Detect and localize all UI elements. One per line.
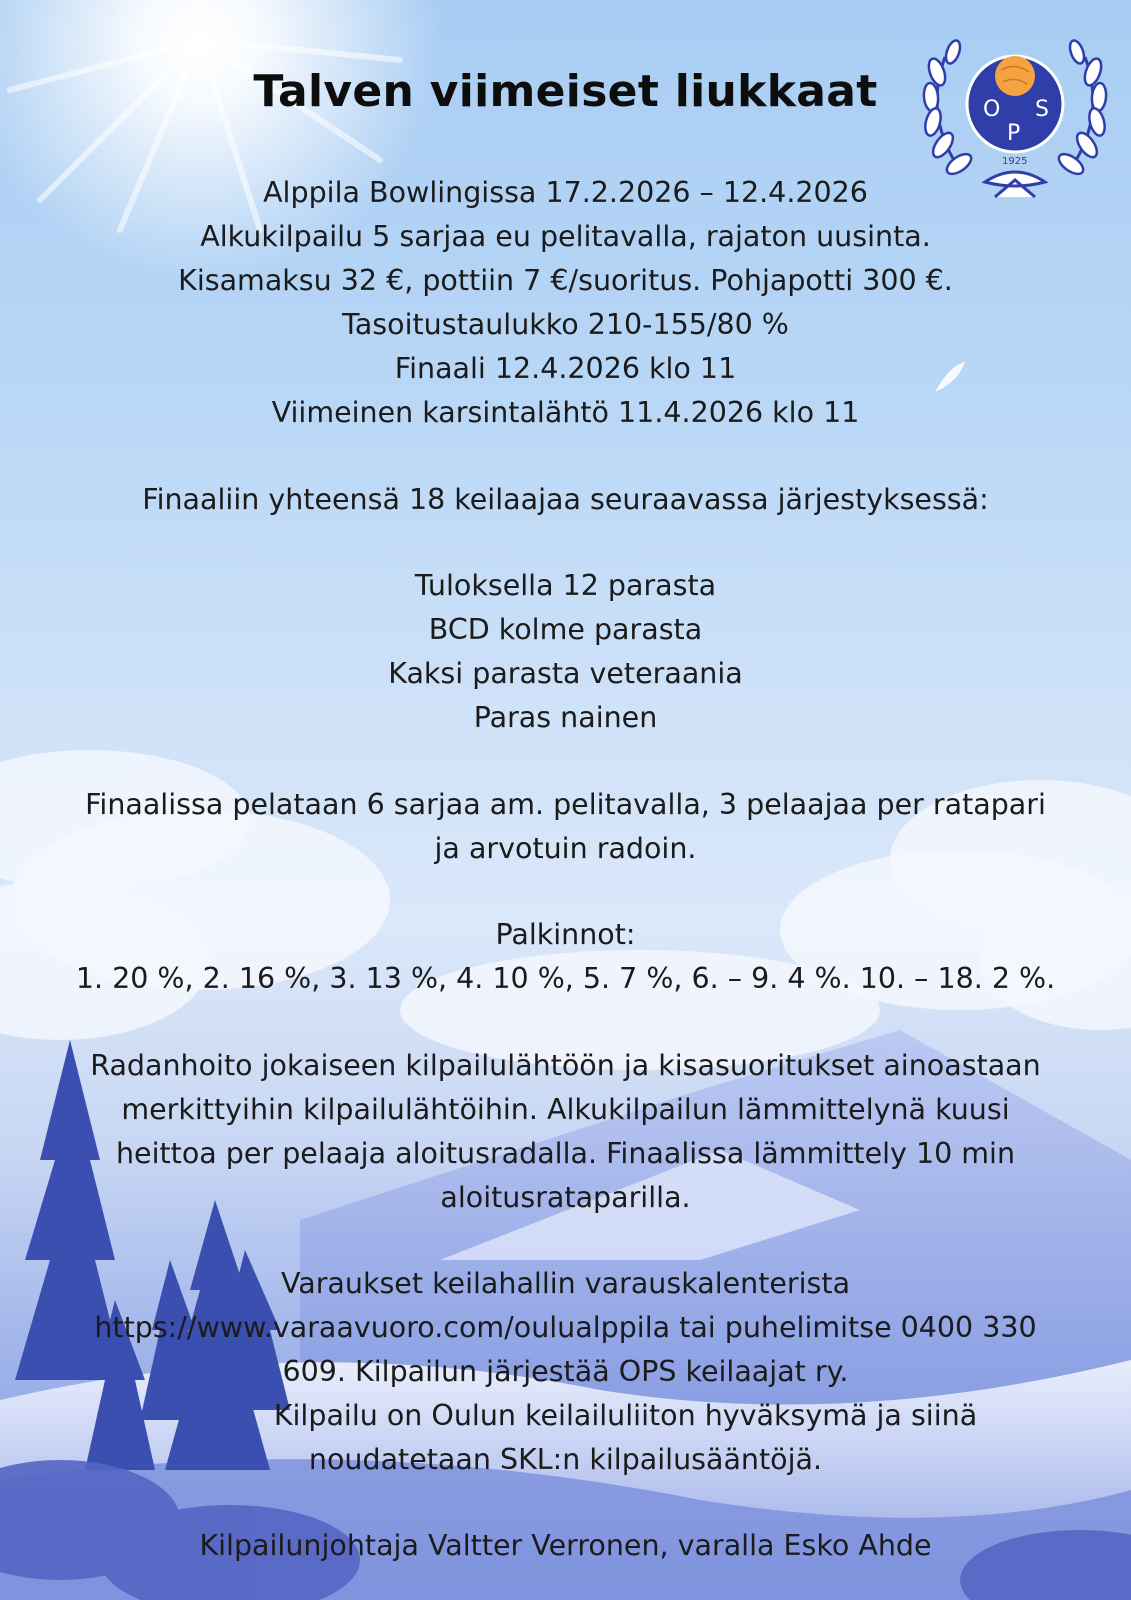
final-format-line: ja arvotuin radoin.	[434, 832, 697, 865]
final-format-line: Finaalissa pelataan 6 sarjaa am. pelitavalla, 3 pelaajaa per ratapari	[85, 788, 1046, 821]
finalists-intro: Finaaliin yhteensä 18 keilaajaa seuraavassa järjestyksessä:	[142, 483, 989, 516]
finalist-criterion: Tuloksella 12 parasta	[414, 569, 717, 602]
svg-text:O: O	[983, 97, 1001, 122]
booking-line: Kilpailu on Oulun keilailuliiton hyväksymä ja siinä	[273, 1399, 978, 1432]
booking-link[interactable]: https://www.varaavuoro.com/oulualppila tai puhelimitse 0400 330	[94, 1311, 1037, 1344]
prizes-heading: Palkinnot:	[495, 918, 636, 951]
poster-title: Talven viimeiset liukkaat	[253, 66, 878, 117]
detail-line: Tasoitustaulukko 210-155/80 %	[342, 308, 789, 341]
detail-line: Finaali 12.4.2026 klo 11	[394, 352, 737, 385]
detail-line: Kisamaksu 32 €, pottiin 7 €/suoritus. Pohjapotti 300 €.	[178, 264, 953, 297]
competition-director: Kilpailunjohtaja Valtter Verronen, varalla Esko Ahde	[199, 1529, 932, 1562]
finalist-criterion: BCD kolme parasta	[428, 613, 703, 646]
booking-line: 609. Kilpailun järjestää OPS keilaajat ry.	[282, 1355, 849, 1388]
lane-care-line: Radanhoito jokaiseen kilpailulähtöön ja kisasuoritukset ainoastaan	[90, 1049, 1041, 1082]
svg-text:1925: 1925	[1002, 156, 1028, 167]
detail-line: Viimeinen karsintalähtö 11.4.2026 klo 11	[271, 396, 860, 429]
finalist-criterion: Kaksi parasta veteraania	[388, 657, 743, 690]
prizes-text: 1. 20 %, 2. 16 %, 3. 13 %, 4. 10 %, 5. 7 %, 6. – 9. 4 %. 10. – 18. 2 %.	[75, 962, 1056, 995]
lane-care-line: merkittyihin kilpailulähtöihin. Alkukilpailun lämmittelynä kuusi	[121, 1093, 1010, 1126]
finalist-criterion: Paras nainen	[473, 701, 658, 734]
svg-text:S: S	[1035, 97, 1049, 122]
detail-line: Alkukilpailu 5 sarjaa eu pelitavalla, rajaton uusinta.	[200, 220, 931, 253]
lane-care-line: aloitusrataparilla.	[440, 1181, 691, 1214]
lane-care-line: heittoa per pelaaja aloitusradalla. Finaalissa lämmittely 10 min	[115, 1137, 1016, 1170]
booking-line: noudatetaan SKL:n kilpailusääntöjä.	[308, 1443, 823, 1476]
detail-line: Alppila Bowlingissa 17.2.2026 – 12.4.2026	[263, 176, 868, 209]
svg-text:P: P	[1007, 121, 1021, 146]
booking-line: Varaukset keilahallin varauskalenterista	[280, 1267, 851, 1300]
